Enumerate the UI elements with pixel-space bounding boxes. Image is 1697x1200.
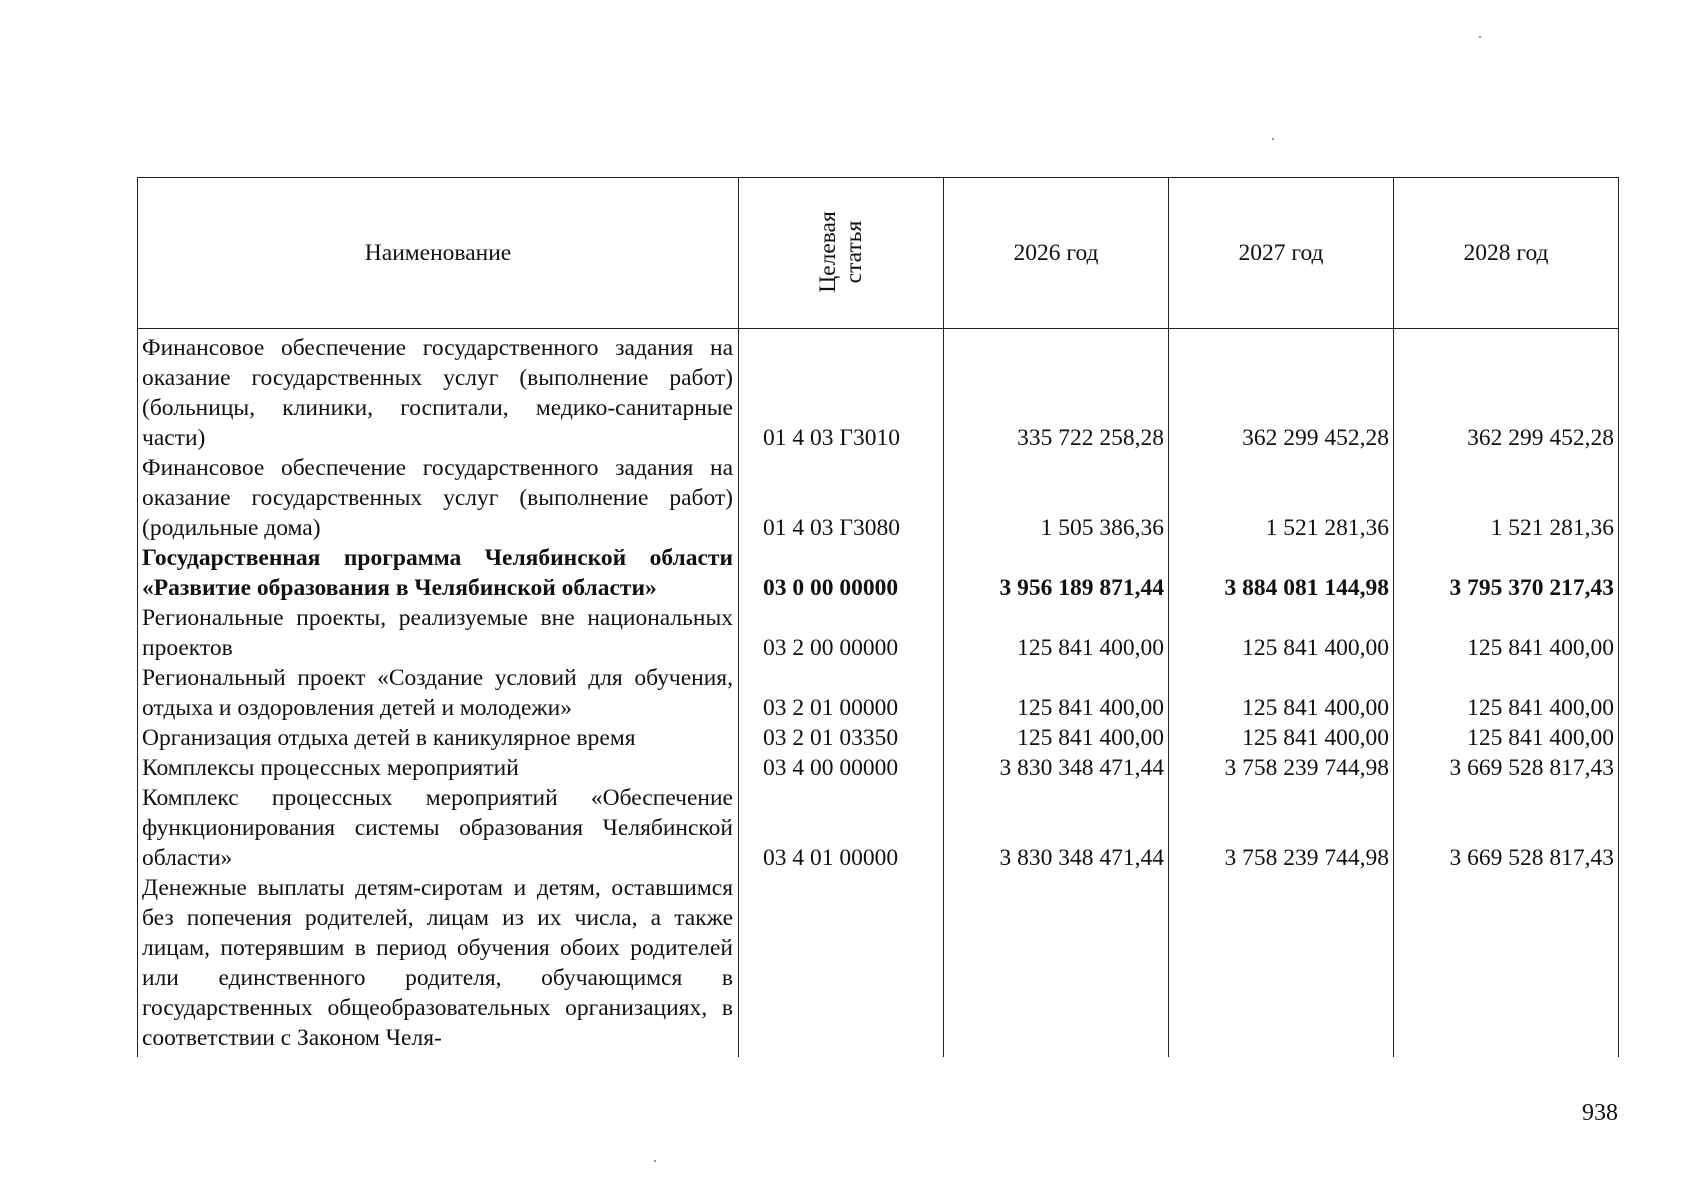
row-code: 01 4 03 Г3010 — [739, 329, 944, 454]
table-row — [138, 329, 1619, 454]
row-value-2028: 3 669 528 817,43 — [1394, 753, 1619, 783]
table-row — [138, 723, 1619, 753]
row-name: Государственная программа Челябинской области «Развитие образования в Челябинской области» — [138, 543, 739, 603]
row-value-2027: 3 758 239 744,98 — [1169, 783, 1394, 873]
row-value-2028: 125 841 400,00 — [1394, 603, 1619, 663]
row-name: Региональный проект «Создание условий для обучения, отдыха и оздоровления детей и молодежи» — [138, 663, 739, 723]
row-value-2028: 125 841 400,00 — [1394, 723, 1619, 753]
row-code: 03 0 00 00000 — [739, 543, 944, 603]
scan-speck — [1479, 36, 1481, 38]
row-value-2026: 3 956 189 871,44 — [944, 543, 1169, 603]
header-target-article — [739, 178, 944, 329]
row-code: 01 4 03 Г3080 — [739, 453, 944, 543]
row-name: Региональные проекты, реализуемые вне национальных проектов — [138, 603, 739, 663]
row-code: 03 2 01 00000 — [739, 663, 944, 723]
row-value-2026: 3 830 348 471,44 — [944, 783, 1169, 873]
table-row — [138, 753, 1619, 783]
row-value-2028: 125 841 400,00 — [1394, 663, 1619, 723]
row-name: Организация отдыха детей в каникулярное время — [138, 723, 739, 753]
scan-speck — [654, 1160, 656, 1162]
row-value-2026: 1 505 386,36 — [944, 453, 1169, 543]
row-value-2027: 3 758 239 744,98 — [1169, 753, 1394, 783]
row-name: Комплекс процессных мероприятий «Обеспечение функционирования системы образования Челябинской области» — [138, 783, 739, 873]
row-code: 03 2 00 00000 — [739, 603, 944, 663]
header-year-2027: 2027 год — [1169, 178, 1394, 329]
row-value-2028: 3 669 528 817,43 — [1394, 783, 1619, 873]
row-code: 03 4 01 00000 — [739, 783, 944, 873]
row-code: 03 2 01 03350 — [739, 723, 944, 753]
row-value-2028: 362 299 452,28 — [1394, 329, 1619, 454]
row-value-2028 — [1394, 873, 1619, 1057]
table-row — [138, 783, 1619, 873]
row-value-2027: 362 299 452,28 — [1169, 329, 1394, 454]
row-value-2027: 125 841 400,00 — [1169, 663, 1394, 723]
header-code-line1: Целевая — [815, 211, 841, 293]
table-row — [138, 603, 1619, 663]
budget-table — [137, 177, 1619, 1057]
row-value-2028: 3 795 370 217,43 — [1394, 543, 1619, 603]
table-row — [138, 663, 1619, 723]
row-value-2026: 3 830 348 471,44 — [944, 753, 1169, 783]
row-value-2028: 1 521 281,36 — [1394, 453, 1619, 543]
scan-speck — [1272, 138, 1274, 140]
row-code — [739, 873, 944, 1057]
row-name: Денежные выплаты детям-сиротам и детям, оставшимся без попечения родителей, лицам из их числа, а также лицам, потерявшим в период обучения обоих родителей или единственного родителя, обучающимся в государственных общеобразовательных организациях, в соответствии с Законом Челя- — [138, 873, 739, 1057]
row-value-2026: 125 841 400,00 — [944, 663, 1169, 723]
row-code: 03 4 00 00000 — [739, 753, 944, 783]
header-year-2026: 2026 год — [944, 178, 1169, 329]
row-value-2027: 125 841 400,00 — [1169, 723, 1394, 753]
table-header-row — [138, 178, 1619, 329]
table-row — [138, 453, 1619, 543]
table-row — [138, 873, 1619, 1057]
row-name: Комплексы процессных мероприятий — [138, 753, 739, 783]
row-value-2026 — [944, 873, 1169, 1057]
table-row — [138, 543, 1619, 603]
row-value-2026: 335 722 258,28 — [944, 329, 1169, 454]
row-value-2027: 125 841 400,00 — [1169, 603, 1394, 663]
row-value-2027 — [1169, 873, 1394, 1057]
row-value-2027: 1 521 281,36 — [1169, 453, 1394, 543]
header-code-line2: статья — [841, 220, 867, 284]
row-value-2027: 3 884 081 144,98 — [1169, 543, 1394, 603]
row-value-2026: 125 841 400,00 — [944, 723, 1169, 753]
page-number: 938 — [1582, 1100, 1618, 1126]
row-name: Финансовое обеспечение государственного задания на оказание государственных услуг (выполнение работ) (больницы, клиники, госпитали, медико-санитарные части) — [138, 329, 739, 454]
row-value-2026: 125 841 400,00 — [944, 603, 1169, 663]
row-name: Финансовое обеспечение государственного задания на оказание государственных услуг (выполнение работ) (родильные дома) — [138, 453, 739, 543]
header-year-2028: 2028 год — [1394, 178, 1619, 329]
header-name: Наименование — [138, 178, 739, 329]
